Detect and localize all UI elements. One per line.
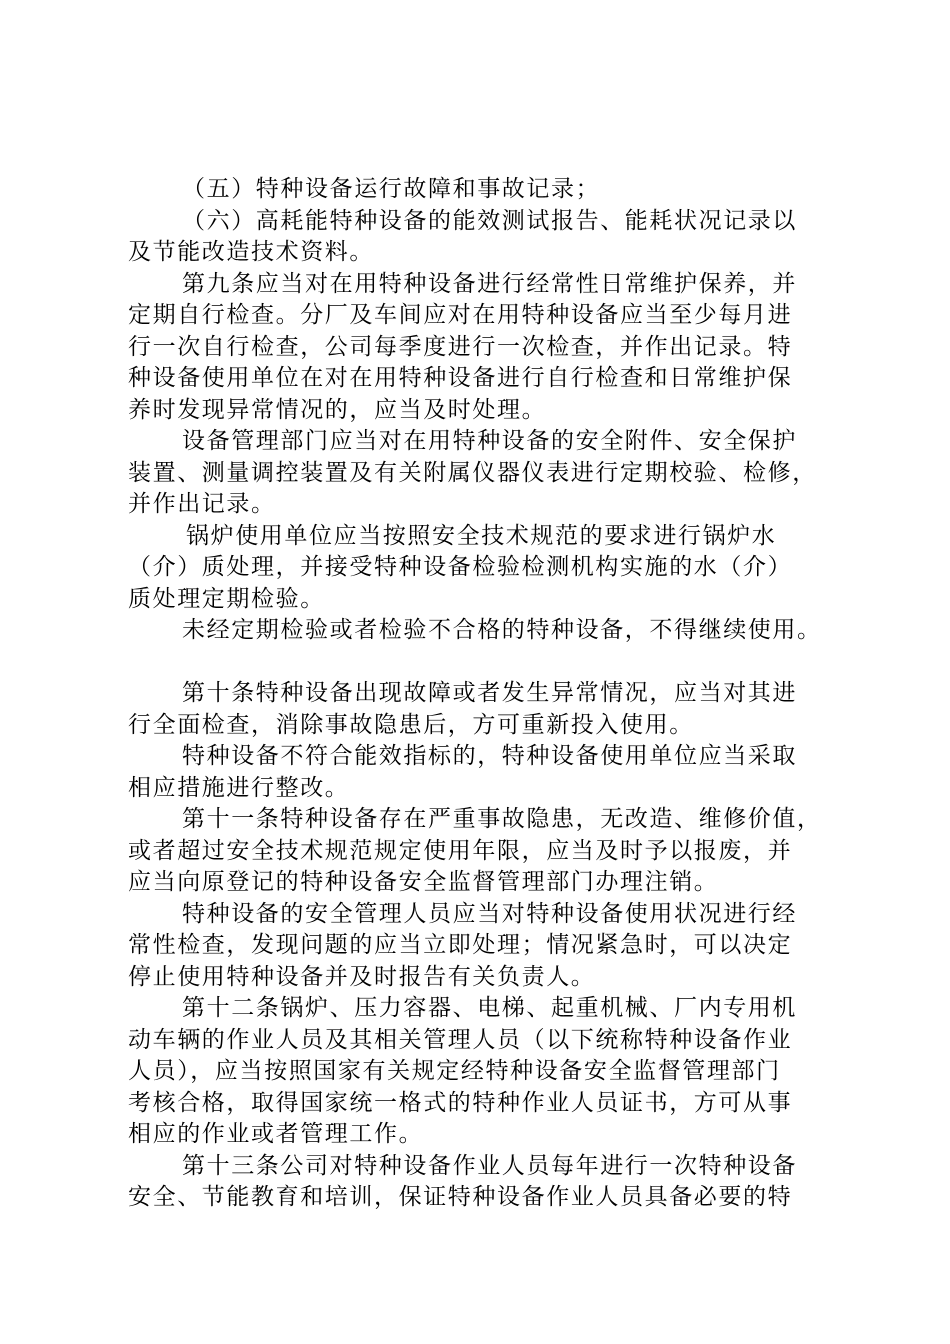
text-line: 人员），应当按照国家有关规定经特种设备安全监督管理部门 xyxy=(128,1058,781,1084)
text-line: 质处理定期检验。 xyxy=(128,585,325,612)
text-line: 未经定期检验或者检验不合格的特种设备，不得继续使用。 xyxy=(182,617,822,643)
text-line: 常性检查，发现问题的应当立即处理；情况紧急时，可以决定 xyxy=(128,932,793,958)
text-line: 并作出记录。 xyxy=(128,491,276,517)
text-line: 动车辆的作业人员及其相关管理人员（以下统称特种设备作业 xyxy=(128,1026,793,1053)
text-line: 养时发现异常情况的，应当及时处理。 xyxy=(128,396,547,423)
text-line: 锅炉使用单位应当按照安全技术规范的要求进行锅炉水 xyxy=(186,522,777,549)
text-line: 停止使用特种设备并及时报告有关负责人。 xyxy=(128,963,596,990)
text-line: 第十三条公司对特种设备作业人员每年进行一次特种设备 xyxy=(182,1152,797,1179)
text-line: 行全面检查，消除事故隐患后，方可重新投入使用。 xyxy=(128,711,694,738)
text-line: 设备管理部门应当对在用特种设备的安全附件、安全保护 xyxy=(182,428,797,454)
text-line: 定期自行检查。分厂及车间应对在用特种设备应当至少每月进 xyxy=(128,302,793,328)
text-line: 安全、节能教育和培训，保证特种设备作业人员具备必要的特 xyxy=(128,1184,793,1210)
text-line: 或者超过安全技术规范规定使用年限，应当及时予以报废，并 xyxy=(128,837,793,864)
text-line: （介）质处理，并接受特种设备检验检测机构实施的水（介） xyxy=(128,554,793,580)
text-line: 考核合格，取得国家统一格式的特种作业人员证书，方可从事 xyxy=(128,1089,793,1116)
text-line: 第十条特种设备出现故障或者发生异常情况，应当对其进 xyxy=(182,680,797,706)
blank-line xyxy=(128,647,848,679)
text-line: 第九条应当对在用特种设备进行经常性日常维护保养，并 xyxy=(182,270,797,297)
text-line: 特种设备的安全管理人员应当对特种设备使用状况进行经 xyxy=(182,900,797,927)
text-line: （五）特种设备运行故障和事故记录； xyxy=(182,176,601,202)
text-line: 种设备使用单位在对在用特种设备进行自行检查和日常维护保 xyxy=(128,365,793,391)
text-line: 行一次自行检查，公司每季度进行一次检查，并作出记录。特 xyxy=(128,333,793,360)
text-line: 相应的作业或者管理工作。 xyxy=(128,1121,424,1147)
text-line: 第十二条锅炉、压力容器、电梯、起重机械、厂内专用机 xyxy=(182,995,797,1021)
text-line: 应当向原登记的特种设备安全监督管理部门办理注销。 xyxy=(128,869,719,895)
text-line: 第十一条特种设备存在严重事故隐患，无改造、维修价值， xyxy=(182,806,822,832)
text-line: 相应措施进行整改。 xyxy=(128,774,350,801)
text-line: 及节能改造技术资料。 xyxy=(128,239,374,265)
document-body xyxy=(128,174,848,1214)
text-line: 装置、测量调控装置及有关附属仪器仪表进行定期校验、检修， xyxy=(128,459,817,486)
text-line: （六）高耗能特种设备的能效测试报告、能耗状况记录以 xyxy=(182,207,797,234)
text-line: 特种设备不符合能效指标的，特种设备使用单位应当采取 xyxy=(182,743,797,769)
